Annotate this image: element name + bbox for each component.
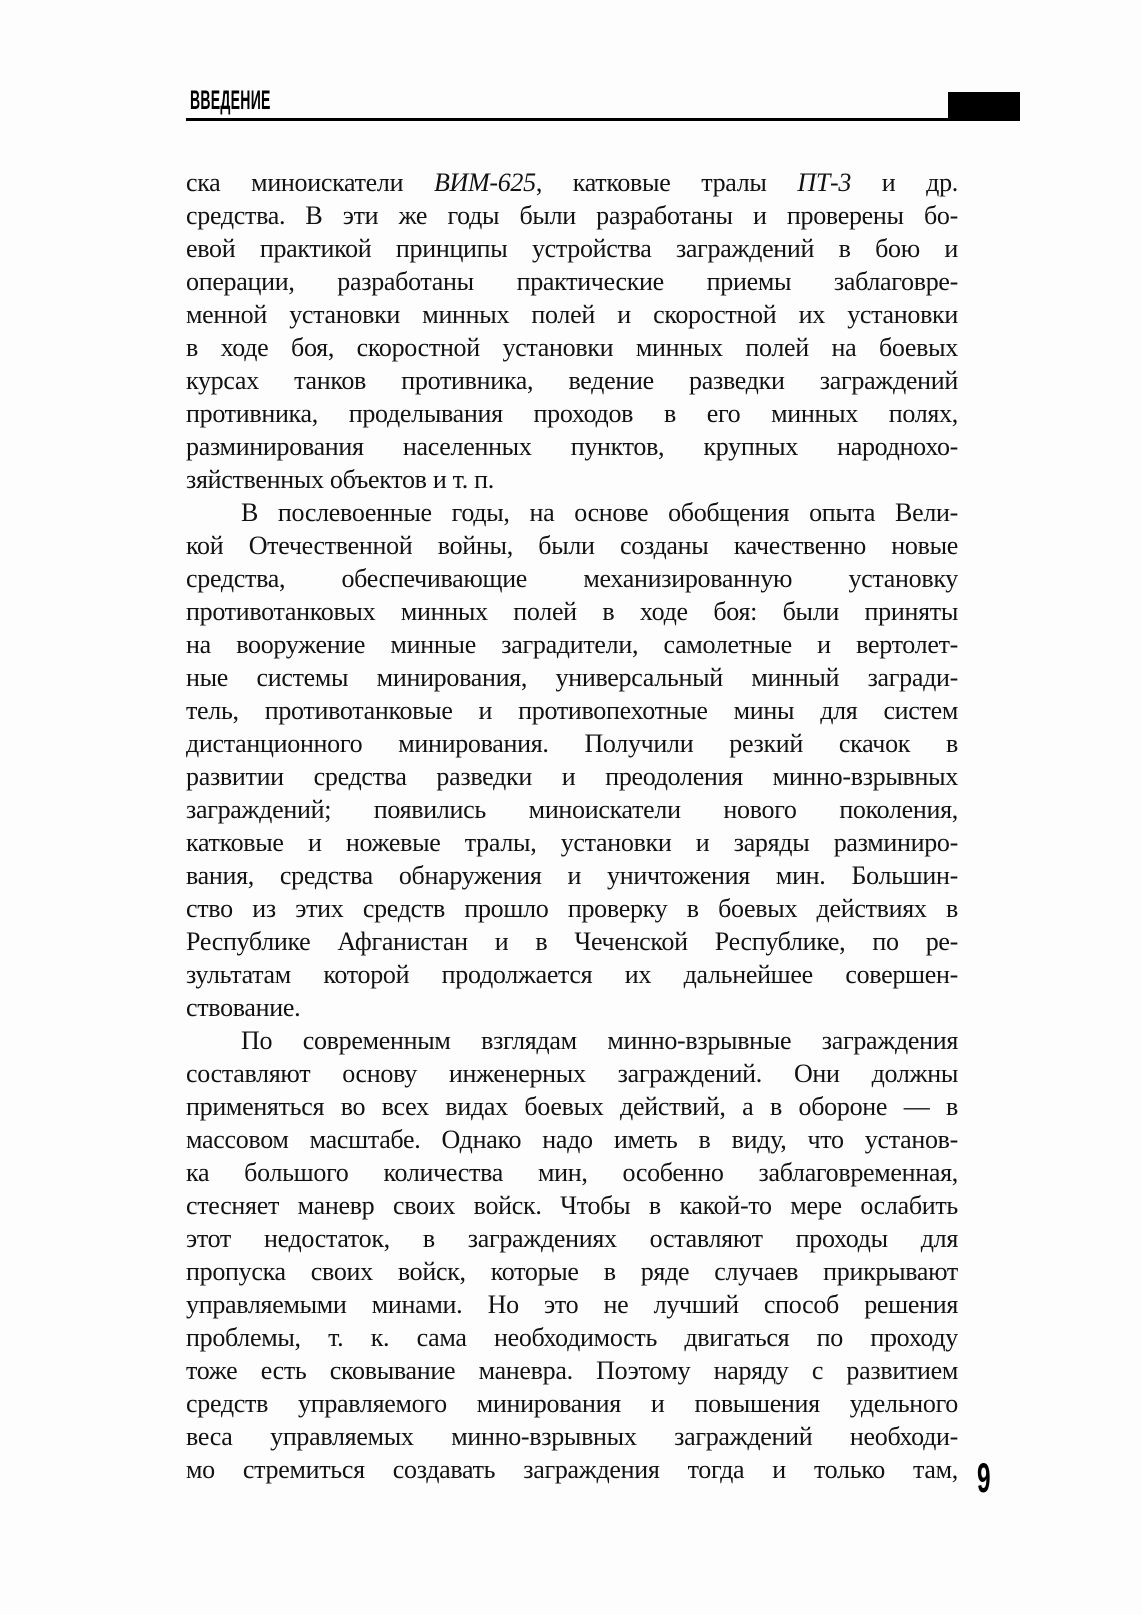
text-line: дистанционного минирования. Получили резкий скачок в <box>186 729 958 758</box>
page-number: 9 <box>977 1454 991 1501</box>
paragraph-3 <box>186 1024 958 1486</box>
text-line: веса управляемых минно-взрывных заграждений необходи- <box>186 1422 958 1451</box>
text-line: заграждений; появились миноискатели нового поколения, <box>186 795 958 824</box>
text-line: этот недостаток, в заграждениях оставляют проходы для <box>186 1224 958 1253</box>
text-line: на вооружение минные заградители, самолетные и вертолет- <box>186 630 958 659</box>
text-line: противотанковых минных полей в ходе боя: были приняты <box>186 597 958 626</box>
body-text <box>186 166 958 1486</box>
text-line: разминирования населенных пунктов, крупных народнохо- <box>186 432 958 461</box>
header-black-bar <box>948 92 1020 120</box>
text-line: зяйственных объектов и т. п. <box>186 465 494 494</box>
text-line <box>186 166 958 199</box>
text-segment: , катковые тралы <box>535 168 798 197</box>
text-segment-italic: ПТ-3 <box>797 168 852 197</box>
text-line: операции, разработаны практические приемы заблаговре- <box>186 267 958 296</box>
text-line: применяться во всех видах боевых действий, а в обороне — в <box>186 1092 958 1121</box>
text-line: В послевоенные годы, на основе обобщения опыта Вели- <box>241 498 958 527</box>
text-line: ные системы минирования, универсальный минный загради- <box>186 663 958 692</box>
text-line: пропуска своих войск, которые в ряде случаев прикрывают <box>186 1257 958 1286</box>
text-line: тоже есть сковывание маневра. Поэтому наряду с развитием <box>186 1356 958 1385</box>
text-line: зультатам которой продолжается их дальнейшее совершен- <box>186 960 958 989</box>
text-line: Республике Афганистан и в Чеченской Республике, по ре- <box>186 927 958 956</box>
text-segment: ска миноискатели <box>186 168 434 197</box>
text-line: кой Отечественной войны, были созданы качественно новые <box>186 531 958 560</box>
text-line: составляют основу инженерных заграждений. Они должны <box>186 1059 958 1088</box>
text-line: менной установки минных полей и скоростной их установки <box>186 300 958 329</box>
text-line: противника, проделывания проходов в его минных полях, <box>186 399 958 428</box>
text-line: развитии средства разведки и преодоления минно-взрывных <box>186 762 958 791</box>
paragraph-1 <box>186 166 958 496</box>
text-line: курсах танков противника, ведение разведки заграждений <box>186 366 958 395</box>
text-line: ка большого количества мин, особенно заблаговременная, <box>186 1158 958 1187</box>
text-line: По современным взглядам минно-взрывные заграждения <box>241 1026 958 1055</box>
text-line: управляемыми минами. Но это не лучший способ решения <box>186 1290 958 1319</box>
text-segment-italic: ВИМ-625 <box>433 168 536 197</box>
text-line: катковые и ножевые тралы, установки и заряды разминиро- <box>186 828 958 857</box>
text-line: средства, обеспечивающие механизированную установку <box>186 564 958 593</box>
page-header-title: ВВЕДЕНИЕ <box>190 85 271 115</box>
text-line: массовом масштабе. Однако надо иметь в виду, что установ- <box>186 1125 958 1154</box>
text-line: ство из этих средств прошло проверку в боевых действиях в <box>186 894 958 923</box>
text-line: проблемы, т. к. сама необходимость двигаться по проходу <box>186 1323 958 1352</box>
header-rule <box>186 118 1020 121</box>
paragraph-2 <box>186 496 958 1024</box>
text-line: средств управляемого минирования и повышения удельного <box>186 1389 958 1418</box>
text-line: вания, средства обнаружения и уничтожения мин. Большин- <box>186 861 958 890</box>
text-segment: и др. <box>851 168 958 197</box>
text-line: средства. В эти же годы были разработаны и проверены бо- <box>186 201 958 230</box>
text-line: ствование. <box>186 993 301 1022</box>
text-line: евой практикой принципы устройства заграждений в бою и <box>186 234 958 263</box>
text-line: стесняет маневр своих войск. Чтобы в какой-то мере ослабить <box>186 1191 958 1220</box>
text-line: мо стремиться создавать заграждения тогда и только там, <box>186 1455 958 1484</box>
text-line: тель, противотанковые и противопехотные мины для систем <box>186 696 958 725</box>
text-line: в ходе боя, скоростной установки минных полей на боевых <box>186 333 958 362</box>
